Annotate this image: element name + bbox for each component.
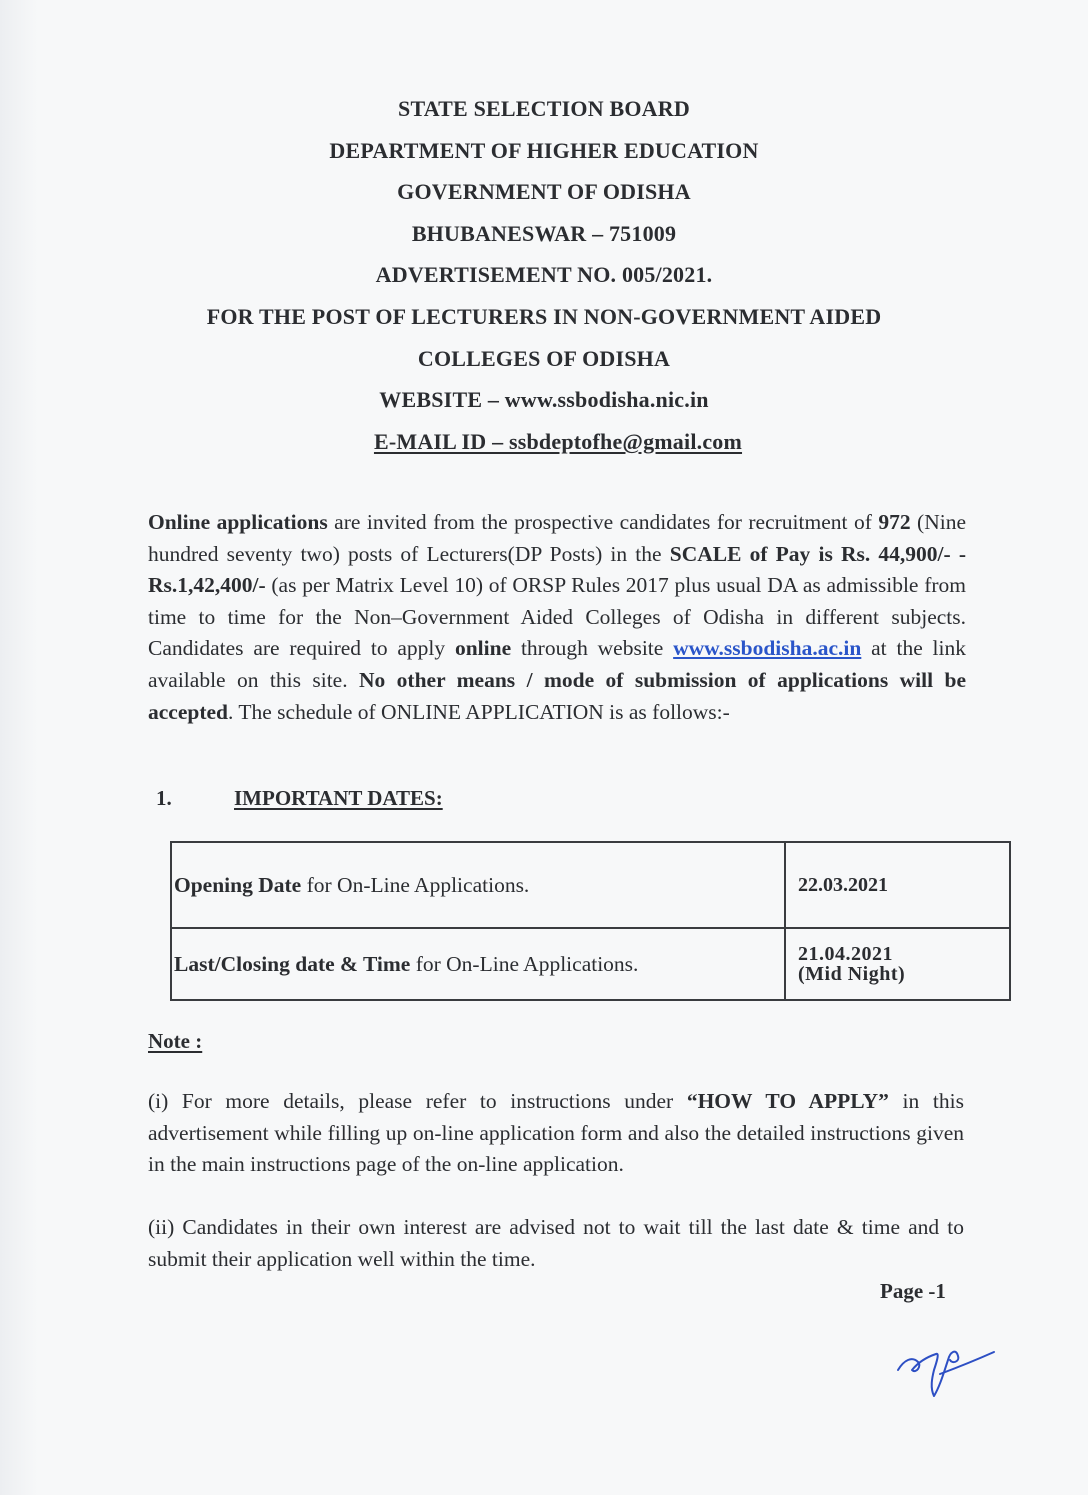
section-heading-important-dates (156, 786, 443, 811)
intro-text-2: (Nine hundred seventy two) posts of Lecturers(DP Posts) in the (148, 510, 966, 566)
intro-text-6: . The schedule of ONLINE APPLICATION is as follows:- (228, 699, 730, 724)
section-title: IMPORTANT DATES: (234, 786, 443, 810)
opening-date-label-bold: Opening Date (174, 872, 302, 897)
intro-no-other-means: No other means / mode of submission of applications will be accepted (148, 667, 966, 724)
signature-icon (890, 1330, 1000, 1410)
opening-date-value: 22.03.2021 (798, 873, 888, 896)
website-link[interactable]: www.ssbodisha.ac.in (673, 636, 862, 661)
note-1-how-to-apply: “HOW TO APPLY” (686, 1089, 889, 1113)
header-department: DEPARTMENT OF HIGHER EDUCATION (329, 137, 759, 163)
header-website: WEBSITE – www.ssbodisha.nic.in (379, 387, 709, 413)
intro-text-1: are invited from the prospective candidates for recruitment of (327, 510, 879, 534)
closing-date-value: 21.04.2021 (798, 943, 893, 965)
note-title: Note : (148, 1029, 203, 1053)
closing-date-label-rest: for On-Line Applications. (410, 951, 639, 976)
intro-online: online (454, 636, 512, 661)
table-row (171, 842, 1010, 928)
note-1-text-b: in this advertisement while filling up on-line application form and also the detailed instructions given in the main instructions page of the on-line application. (148, 1089, 964, 1177)
page-number: Page -1 (880, 1279, 946, 1303)
important-dates-table (170, 841, 1011, 1001)
header-advertisement-number: ADVERTISEMENT NO. 005/2021. (375, 262, 713, 288)
closing-time-value: (Mid Night) (798, 963, 906, 985)
intro-text-3: (as per Matrix Level 10) of ORSP Rules 2017 plus usual DA as admissible from time to time for the Non–Government Aided Colleges of Odisha in different subjects. Candidates are required to apply (148, 573, 966, 661)
note-item-1 (148, 1086, 964, 1181)
closing-date-label-bold: Last/Closing date & Time (174, 951, 411, 976)
intro-text-5: at the link available on this site. (148, 636, 966, 692)
note-1-text-a: (i) For more details, please refer to instructions under (148, 1089, 687, 1113)
table-cell-label (171, 842, 785, 928)
table-row (171, 928, 1010, 1000)
header-post-line-2: COLLEGES OF ODISHA (417, 345, 671, 371)
table-cell-value (785, 842, 1010, 928)
section-number: 1. (156, 786, 172, 810)
intro-online-applications: Online applications (148, 510, 328, 534)
header-email-text: E-MAIL ID – ssbdeptofhe@gmail.com (373, 428, 743, 454)
intro-text-4: through website (511, 636, 674, 661)
header-city: BHUBANESWAR – 751009 (411, 220, 677, 246)
header-board-name: STATE SELECTION BOARD (398, 96, 690, 121)
table-cell-label (171, 928, 785, 1000)
intro-paragraph (148, 507, 966, 728)
header-post-line-1: FOR THE POST OF LECTURERS IN NON-GOVERNMENT AIDED (206, 303, 882, 329)
table-cell-value (785, 928, 1010, 1000)
header-email (0, 425, 1088, 467)
note-item-2: (ii) Candidates in their own interest are advised not to wait till the last date & time and to submit their application well within the time. (148, 1215, 964, 1271)
header-government: GOVERNMENT OF ODISHA (397, 179, 691, 205)
opening-date-label-rest: for On-Line Applications. (301, 872, 530, 897)
document-header (0, 92, 1088, 466)
intro-pay-scale: SCALE of Pay is Rs. 44,900/- - Rs.1,42,400/- (148, 541, 966, 598)
intro-post-count: 972 (878, 510, 911, 534)
